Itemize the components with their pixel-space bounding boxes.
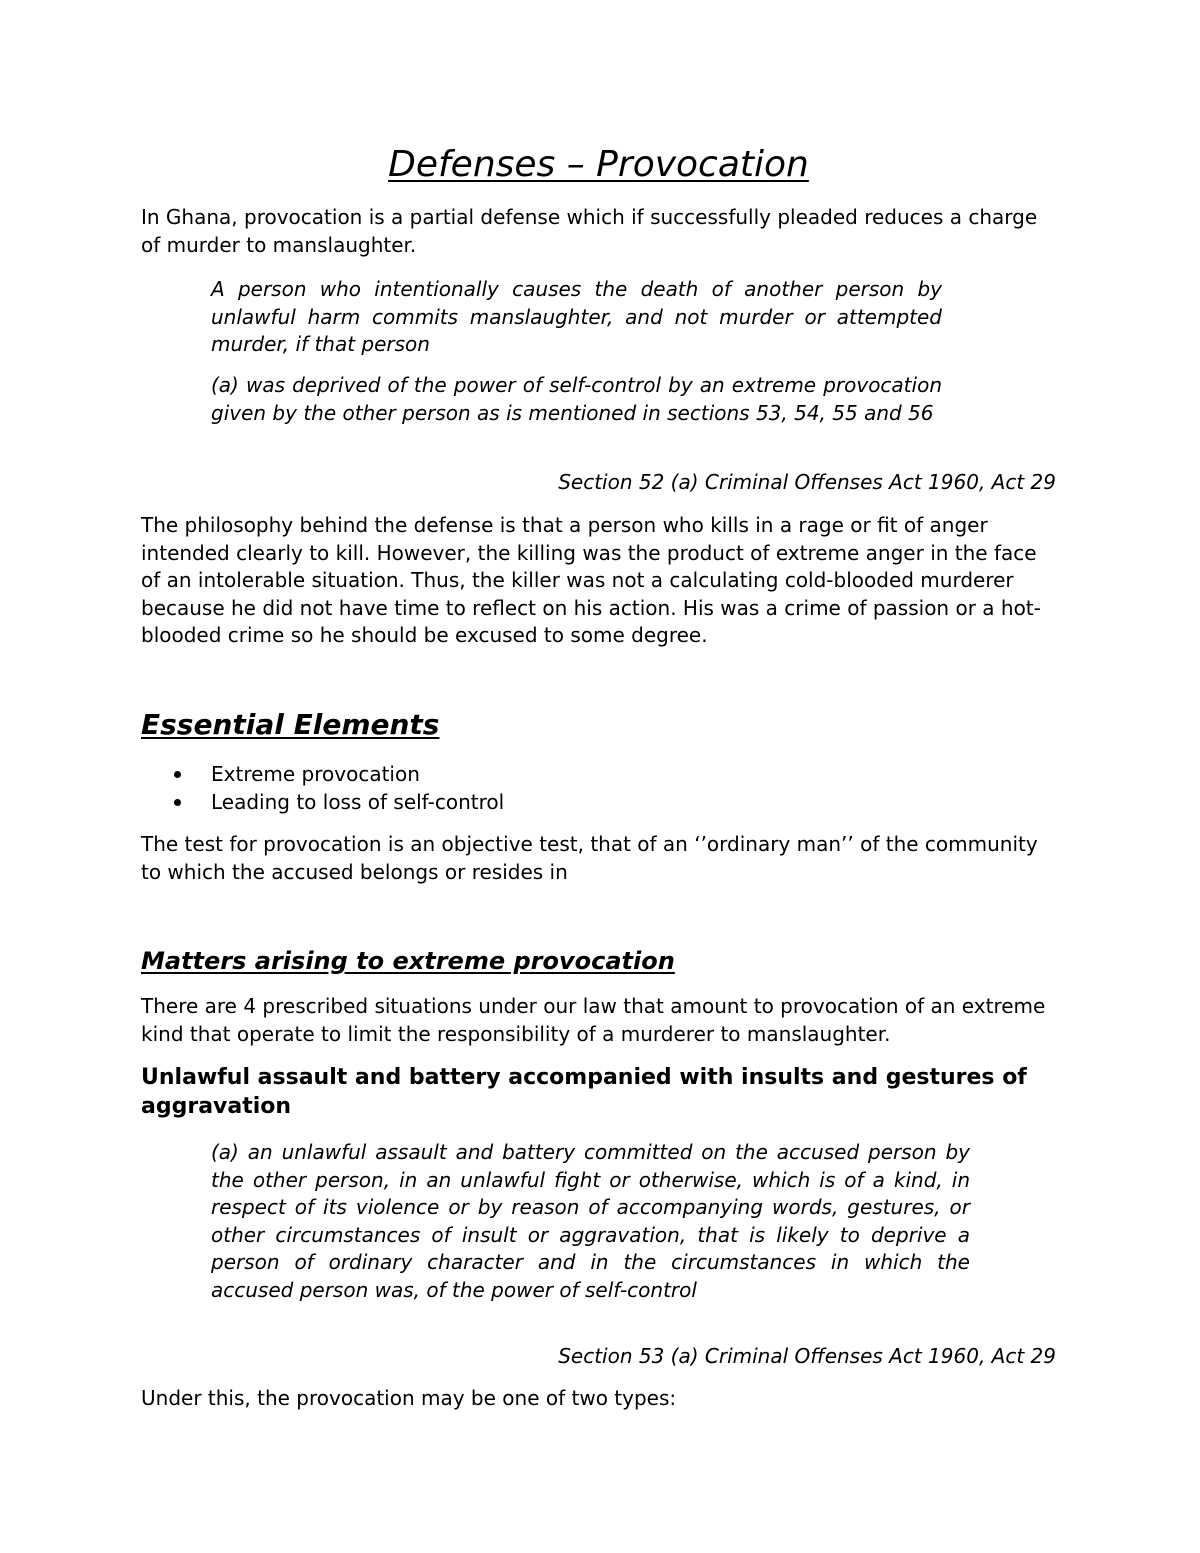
bullet-icon xyxy=(174,771,181,778)
document-page xyxy=(141,0,1056,1553)
list-item xyxy=(141,788,504,816)
bullet-icon xyxy=(174,799,181,806)
citation-section-53: Section 53 (a) Criminal Offenses Act 1960, Act 29 xyxy=(558,1344,1056,1368)
citation-section-52: Section 52 (a) Criminal Offenses Act 1960, Act 29 xyxy=(558,470,1056,494)
statute-quote-52-intro: A person who intentionally causes the death of another person by unlawful harm commits manslaughter, and not murder or attempted murder, if that person xyxy=(211,277,942,356)
document-title: Defenses – Provocation xyxy=(388,144,809,185)
essential-elements-heading: Essential Elements xyxy=(141,708,440,741)
list-item-label: Extreme provocation xyxy=(211,762,420,786)
matters-paragraph: There are 4 prescribed situations under our law that amount to provocation of an extreme kind that operate to limit the responsibility of a murderer to manslaughter. xyxy=(141,994,1046,1046)
list-item xyxy=(141,760,504,788)
statute-quote-52-a: (a) was deprived of the power of self-control by an extreme provocation given by the other person as is mentioned in sections 53, 54, 55 and 56 xyxy=(211,373,942,425)
assault-battery-subheading: Unlawful assault and battery accompanied with insults and gestures of aggravation xyxy=(141,1065,1027,1119)
intro-paragraph: In Ghana, provocation is a partial defense which if successfully pleaded reduces a charge of murder to manslaughter. xyxy=(141,205,1038,257)
statute-quote-53-a: (a) an unlawful assault and battery committed on the accused person by the other person, in an unlawful fight or otherwise, which is of a kind, in respect of its violence or by reason of accompanying words, gestures, or other circumstances of insult or aggravation, that is likely to deprive a person of ordinary character and in the circumstances in which the accused person was, of the power of self-control xyxy=(211,1140,970,1302)
objective-test-paragraph: The test for provocation is an objective test, that of an ‘’ordinary man’’ of the community to which the accused belongs or resides in xyxy=(141,832,1038,884)
philosophy-paragraph: The philosophy behind the defense is that a person who kills in a rage or fit of anger intended clearly to kill. However, the killing was the product of extreme anger in the face of an intolerable situation. Thus, the killer was not a calculating cold-blooded murderer because he did not have time to reflect on his action. His was a crime of passion or a hot-blooded crime so he should be excused to some degree. xyxy=(141,513,1041,647)
provocation-types-paragraph: Under this, the provocation may be one of two types: xyxy=(141,1386,677,1410)
essential-elements-list xyxy=(141,760,504,816)
list-item-label: Leading to loss of self-control xyxy=(211,790,505,814)
matters-heading: Matters arising to extreme provocation xyxy=(141,947,675,975)
